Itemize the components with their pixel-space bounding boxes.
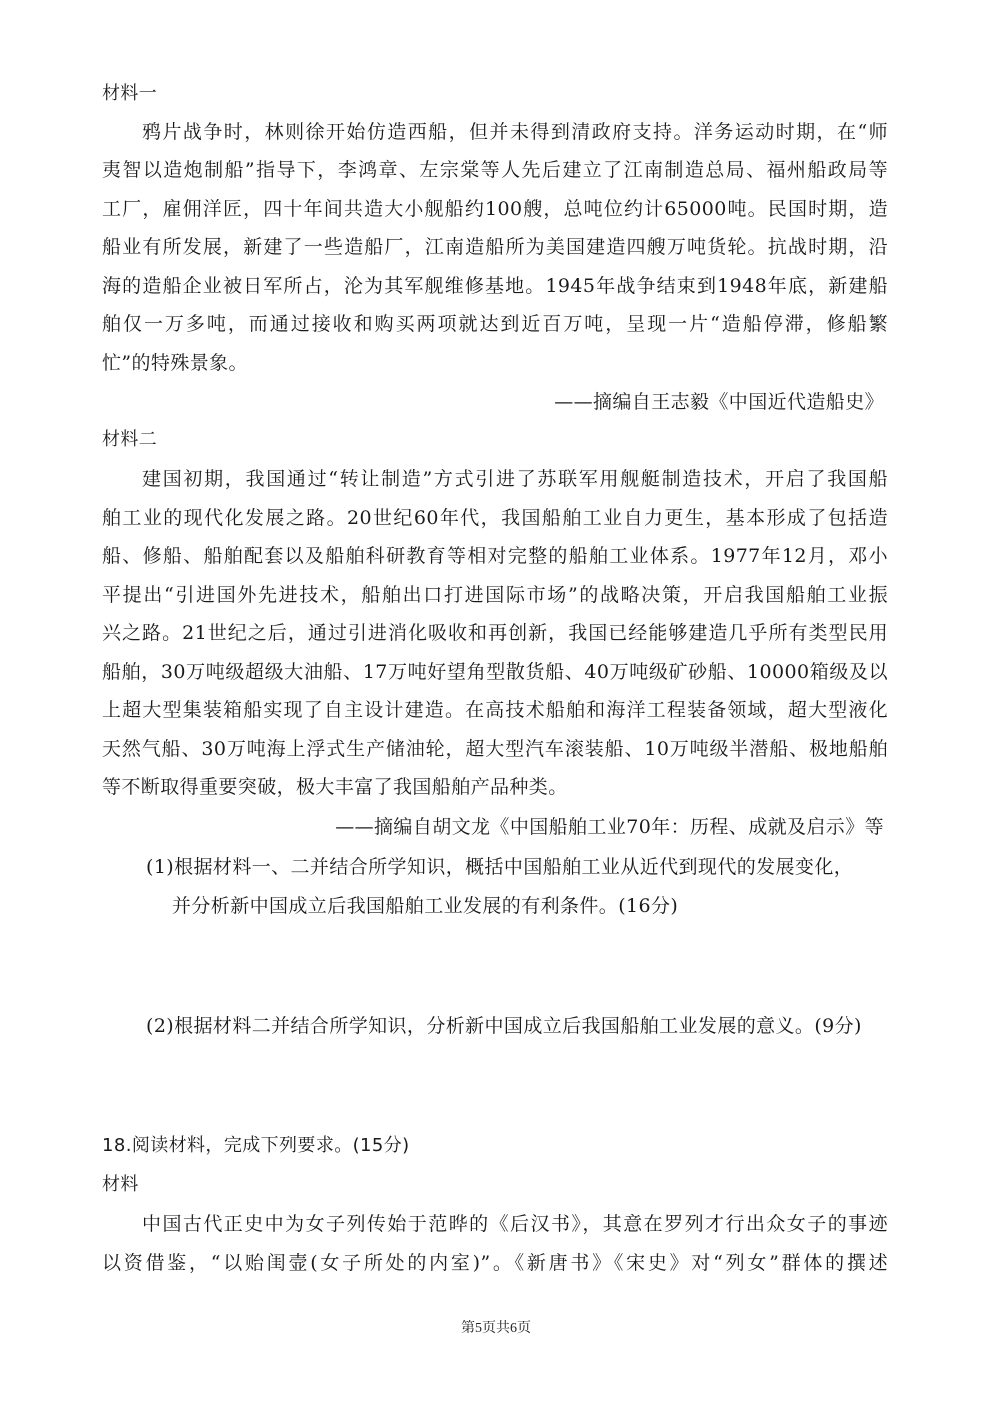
material2-line-1: 建国初期，我国通过“转让制造”方式引进了苏联军用舰艇制造技术，开启了我国船 — [142, 468, 888, 490]
material2-line-7: 上超大型集装箱船实现了自主设计建造。在高技术船舶和海洋工程装备领域，超大型液化 — [102, 699, 888, 721]
question-1-line-2: 并分析新中国成立后我国船舶工业发展的有利条件。(16分) — [172, 895, 679, 917]
material2-line-4: 平提出“引进国外先进技术，船舶出口打进国际市场”的战略决策，开启我国船舶工业振 — [102, 584, 888, 606]
material1-line-6: 舶仅一万多吨，而通过接收和购买两项就达到近百万吨，呈现一片“造船停滞，修船繁 — [102, 313, 888, 335]
material1-line-2: 夷智以造炮制船”指导下，李鸿章、左宗棠等人先后建立了江南制造总局、福州船政局等 — [102, 159, 888, 181]
question-2: (2)根据材料二并结合所学知识，分析新中国成立后我国船舶工业发展的意义。(9分) — [146, 1015, 862, 1037]
question-18-heading: 18.阅读材料，完成下列要求。(15分) — [102, 1135, 410, 1156]
material2-line-6: 船舶，30万吨级超级大油船、17万吨好望角型散货船、40万吨级矿砂船、10000箱级及以 — [102, 661, 888, 683]
material1-line-7: 忙”的特殊景象。 — [102, 352, 248, 374]
page-footer: 第5页共6页 — [461, 1321, 531, 1336]
material2-line-2: 舶工业的现代化发展之路。20世纪60年代，我国船舶工业自力更生，基本形成了包括造 — [102, 507, 888, 529]
material2-line-5: 兴之路。21世纪之后，通过引进消化吸收和再创新，我国已经能够建造几乎所有类型民用 — [102, 622, 888, 644]
material1-line-1: 鸦片战争时，林则徐开始仿造西船，但并未得到清政府支持。洋务运动时期，在“师 — [142, 121, 888, 143]
question-18-line-2: 以资借鉴，“以贻闺壸(女子所处的内室)”。《新唐书》《宋史》对“列女”群体的撰述 — [102, 1252, 888, 1274]
material2-label: 材料二 — [102, 429, 158, 450]
material1-label: 材料一 — [102, 83, 158, 104]
material2-line-3: 船、修船、船舶配套以及船舶科研教育等相对完整的船舶工业体系。1977年12月，邓小 — [102, 545, 888, 567]
material1-line-3: 工厂，雇佣洋匠，四十年间共造大小舰船约100艘，总吨位约计65000吨。民国时期，造 — [102, 198, 888, 220]
material1-line-5: 海的造船企业被日军所占，沦为其军舰维修基地。1945年战争结束到1948年底，新建船 — [102, 275, 888, 297]
material2-line-8: 天然气船、30万吨海上浮式生产储油轮，超大型汽车滚装船、10万吨级半潜船、极地船舶 — [102, 738, 888, 760]
question-18-material-label: 材料 — [102, 1174, 139, 1195]
question-1-line-1: (1)根据材料一、二并结合所学知识，概括中国船舶工业从近代到现代的发展变化， — [146, 856, 854, 878]
material2-source: ——摘编自胡文龙《中国船舶工业70年：历程、成就及启示》等 — [335, 816, 884, 838]
material1-line-4: 船业有所发展，新建了一些造船厂，江南造船所为美国建造四艘万吨货轮。抗战时期，沿 — [102, 236, 888, 258]
question-18-line-1: 中国古代正史中为女子列传始于范晔的《后汉书》，其意在罗列才行出众女子的事迹 — [142, 1213, 888, 1235]
material2-line-9: 等不断取得重要突破，极大丰富了我国船舶产品种类。 — [102, 776, 568, 798]
material1-source: ——摘编自王志毅《中国近代造船史》 — [554, 391, 884, 413]
